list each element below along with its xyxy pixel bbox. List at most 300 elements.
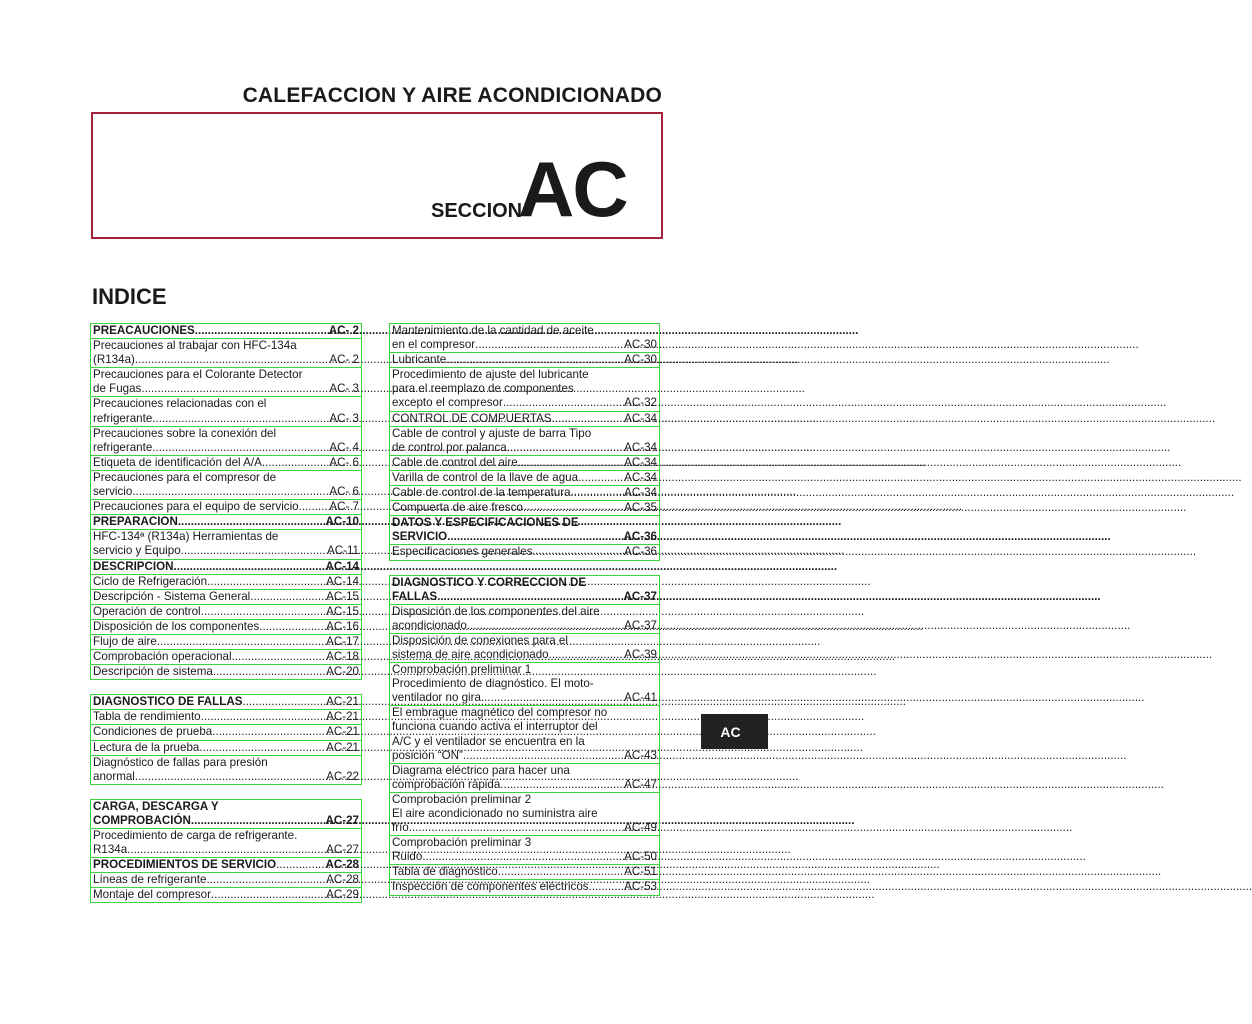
toc-entry[interactable]	[90, 455, 362, 471]
toc-entry-line	[93, 427, 359, 441]
toc-entry-text: Procedimiento de ajuste del lubricante	[392, 368, 589, 382]
toc-page-number: AC-30	[624, 353, 657, 367]
dot-leader	[299, 500, 326, 514]
toc-entry-line	[93, 515, 359, 529]
toc-page-number: AC-34	[624, 440, 657, 454]
toc-entry-text: servicio	[93, 485, 133, 499]
toc-entry[interactable]	[389, 367, 660, 411]
toc-entry[interactable]	[389, 835, 660, 865]
toc-entry-text: Ruido	[392, 850, 423, 864]
toc-entry-text: R134a	[93, 843, 128, 857]
toc-entry-line	[93, 324, 359, 338]
toc-entry[interactable]	[389, 633, 660, 663]
toc-entry-line	[93, 858, 359, 872]
dot-leader	[213, 665, 322, 679]
toc-entry-text: SERVICIO	[392, 530, 448, 544]
toc-entry[interactable]	[90, 338, 362, 368]
toc-entry[interactable]	[389, 455, 660, 471]
dot-leader	[201, 605, 322, 619]
toc-page-number: AC-39	[624, 647, 657, 661]
toc-page-number: AC-34	[624, 411, 657, 425]
toc-entry-text: de control por palanca	[392, 440, 507, 454]
toc-entry-line	[392, 880, 657, 894]
dot-leader	[206, 873, 322, 887]
toc-entry[interactable]	[389, 604, 660, 634]
toc-page-number: AC-15	[326, 589, 359, 603]
toc-entry-text: Procedimiento de carga de refrigerante.	[93, 829, 298, 842]
toc-entry-line	[392, 663, 657, 677]
toc-entry[interactable]	[90, 755, 362, 785]
toc-page-number: AC- 3	[329, 382, 359, 396]
toc-page-number: AC- 6	[329, 455, 359, 469]
dot-leader	[518, 456, 620, 470]
dot-leader	[152, 412, 325, 426]
toc-page-number: AC-53	[624, 880, 657, 894]
dot-leader	[132, 485, 325, 499]
toc-entry-text: Comprobación operacional	[93, 650, 232, 664]
toc-page-number: AC-41	[624, 691, 657, 705]
toc-entry[interactable]	[90, 529, 362, 559]
toc-entry[interactable]	[389, 352, 660, 368]
toc-entry-line	[392, 501, 657, 515]
toc-entry-line	[392, 735, 657, 749]
toc-entry-text: Comprobación preliminar 3	[392, 836, 532, 850]
toc-entry-text: Precauciones para el equipo de servicio	[93, 500, 299, 514]
toc-entry-line	[93, 695, 359, 709]
toc-entry-line	[392, 749, 657, 763]
toc-entry-line	[93, 620, 359, 634]
toc-entry-text: refrigerante	[93, 440, 153, 454]
toc-right-column	[389, 324, 660, 896]
toc-entry[interactable]	[90, 470, 362, 500]
toc-entry-line	[392, 691, 657, 705]
dot-leader	[446, 353, 620, 367]
toc-entry-line	[93, 741, 359, 755]
toc-entry[interactable]	[90, 740, 362, 756]
toc-entry-line	[392, 530, 657, 544]
toc-entry-text: para el reemplazo de componentes	[392, 382, 574, 396]
toc-page-number: AC-50	[624, 850, 657, 864]
dot-leader	[475, 338, 620, 352]
toc-entry-line	[392, 865, 657, 879]
toc-entry-text: Precauciones al trabajar con HFC-134a	[93, 339, 297, 353]
toc-entry-text: Descripción de sistema	[93, 665, 213, 679]
toc-entry[interactable]	[90, 574, 362, 590]
dot-leader	[211, 888, 322, 902]
dot-leader	[498, 865, 620, 879]
toc-entry-line	[392, 396, 657, 410]
toc-entry-line	[93, 560, 359, 574]
toc-entry-text: servicio y Equipo	[93, 544, 181, 558]
toc-entry-line	[93, 665, 359, 679]
toc-page-number: AC-51	[624, 865, 657, 879]
toc-entry-line	[392, 516, 657, 530]
toc-page-number: AC-14	[326, 574, 359, 588]
toc-entry-text: Precauciones relacionadas con el	[93, 397, 267, 411]
toc-entry-line	[392, 807, 657, 821]
toc-page-number: AC-21	[326, 725, 359, 739]
dot-leader	[481, 691, 620, 705]
section-title: CALEFACCION Y AIRE ACONDICIONADO	[242, 84, 662, 107]
toc-entry-text: comprobación rápida	[392, 777, 501, 791]
toc-entry-text: Especificaciones generales	[392, 545, 533, 559]
toc-entry-line	[392, 836, 657, 850]
toc-entry-line	[93, 397, 359, 411]
toc-entry[interactable]	[389, 485, 660, 501]
toc-page-number: AC-10	[325, 515, 359, 529]
toc-entry-text: Cable de control de la temperatura	[392, 486, 571, 500]
toc-entry-line	[93, 800, 359, 814]
toc-entry[interactable]	[90, 857, 362, 873]
dot-leader	[195, 324, 325, 338]
toc-entry-text: A/C y el ventilador se encuentra en la	[392, 734, 585, 748]
toc-page-number: AC- 2	[328, 324, 359, 337]
toc-entry[interactable]	[90, 559, 362, 575]
toc-page-number: AC-28	[326, 873, 359, 887]
toc-page-number: AC-36	[623, 530, 657, 544]
index-heading: INDICE	[92, 284, 167, 309]
toc-entry-line	[392, 605, 657, 619]
toc-page-number: AC-34	[624, 486, 657, 500]
toc-entry-line	[93, 710, 359, 724]
toc-entry-text: Precauciones para el Colorante Detector	[93, 368, 303, 382]
dot-leader	[174, 560, 322, 574]
toc-page-number: AC-22	[326, 769, 359, 783]
toc-page-number: AC-36	[624, 545, 657, 559]
dot-leader	[409, 821, 620, 835]
toc-entry-text: El aire acondicionado no suministra aire	[392, 807, 598, 820]
toc-entry-text: PROCEDIMIENTOS DE SERVICIO	[93, 858, 277, 872]
dot-leader	[552, 412, 621, 426]
toc-page-number: AC-27	[325, 813, 359, 827]
dot-leader	[259, 620, 322, 634]
toc-entry-line	[93, 441, 359, 455]
toc-entry-line	[93, 471, 359, 485]
toc-entry[interactable]	[90, 649, 362, 665]
toc-page-number: AC-37	[624, 618, 657, 632]
toc-entry-text: sistema de aire acondicionado	[392, 647, 549, 661]
toc-entry[interactable]	[389, 323, 660, 353]
toc-entry-line	[93, 544, 359, 558]
dot-leader	[571, 486, 621, 500]
toc-page-number: AC-35	[624, 501, 657, 515]
toc-entry-text: Montaje del compresor	[93, 888, 211, 902]
toc-page-number: AC-21	[326, 695, 359, 709]
toc-entry[interactable]	[90, 724, 362, 740]
toc-entry[interactable]	[90, 604, 362, 620]
toc-entry-text: PREACAUCIONES	[93, 324, 195, 337]
toc-entry-line	[392, 441, 657, 455]
toc-entry[interactable]	[90, 589, 362, 605]
dot-leader	[578, 471, 620, 485]
toc-page-number: AC- 3	[329, 411, 359, 425]
toc-entry-line	[392, 821, 657, 835]
toc-page-number: AC-17	[326, 634, 359, 648]
toc-entry-line	[93, 725, 359, 739]
toc-entry-text: Operación de control	[93, 604, 201, 618]
toc-entry-line	[93, 353, 359, 367]
toc-page-number: AC-34	[624, 470, 657, 484]
toc-entry-line	[392, 619, 657, 633]
dot-leader	[422, 850, 620, 864]
dot-leader	[447, 530, 619, 544]
toc-entry-line	[93, 456, 359, 470]
toc-page-number: AC-37	[623, 589, 657, 603]
dot-leader	[178, 515, 322, 529]
toc-entry-text: CARGA, DESCARGA Y	[93, 799, 219, 813]
toc-page-number: AC-21	[326, 740, 359, 754]
toc-entry[interactable]	[90, 619, 362, 635]
toc-entry-text: HFC-134ª (R134a) Herramientas de	[93, 530, 279, 544]
toc-entry-text: DATOS Y ESPECIFICACIONES DE	[392, 516, 579, 530]
toc-entry-text: El embrague magnético del compresor no	[392, 706, 608, 720]
toc-page-number: AC-16	[326, 619, 359, 633]
dot-leader	[437, 590, 619, 604]
toc-entry-text: Precauciones para el compresor de	[93, 470, 277, 484]
toc-page-number: AC-11	[326, 544, 359, 558]
toc-entry[interactable]	[90, 872, 362, 888]
toc-entry[interactable]	[389, 662, 660, 706]
dot-leader	[201, 710, 322, 724]
toc-entry-line	[392, 456, 657, 470]
dot-leader	[135, 770, 322, 784]
toc-entry[interactable]	[389, 411, 660, 427]
toc-page-number: AC- 6	[329, 485, 359, 499]
toc-entry-text: Compuerta de aire fresco	[392, 501, 523, 515]
toc-entry-line	[93, 575, 359, 589]
toc-entry-text: ventilador no gira	[392, 691, 481, 705]
toc-entry-text: Comprobación preliminar 2	[392, 792, 532, 806]
dot-leader	[589, 880, 621, 894]
toc-entry[interactable]	[90, 799, 362, 829]
toc-entry-text: Mantenimiento de la cantidad de aceite	[392, 324, 594, 337]
dot-leader	[262, 456, 325, 470]
toc-entry[interactable]	[90, 887, 362, 903]
toc-entry[interactable]	[90, 499, 362, 515]
toc-entry[interactable]	[389, 864, 660, 880]
toc-entry-text: Tabla de rendimiento	[93, 710, 201, 724]
toc-entry-line	[392, 706, 657, 720]
toc-entry-line	[392, 486, 657, 500]
toc-entry-text: Comprobación preliminar 1	[392, 663, 532, 677]
toc-entry-line	[93, 590, 359, 604]
toc-entry-line	[392, 324, 657, 338]
toc-entry-text: Descripción - Sistema General	[93, 589, 251, 603]
toc-entry-line	[392, 412, 657, 426]
toc-entry-line	[392, 427, 657, 441]
toc-entry[interactable]	[389, 575, 660, 605]
dot-leader	[232, 650, 323, 664]
toc-entry-line	[93, 770, 359, 784]
dot-leader	[276, 858, 321, 872]
toc-entry-text: Lubricante	[392, 353, 447, 367]
toc-entry-text: Diagnóstico de fallas para presión	[93, 755, 268, 769]
toc-entry[interactable]	[389, 705, 660, 763]
toc-page-number: AC-29	[326, 888, 359, 902]
toc-entry-text: Cable de control y ajuste de barra Tipo	[392, 426, 592, 440]
toc-entry[interactable]	[389, 879, 660, 895]
dot-leader	[500, 778, 620, 792]
toc-entry[interactable]	[90, 323, 362, 339]
toc-entry-text: excepto el compresor	[392, 396, 503, 410]
toc-entry-text: DIAGNOSTICO Y CORRECCION DE	[392, 575, 587, 589]
toc-entry-text: funciona cuando activa el interruptor del	[392, 720, 598, 734]
toc-entry-line	[93, 530, 359, 544]
toc-entry-text: Varilla de control de la llave de agua	[392, 470, 579, 484]
dot-leader	[507, 441, 620, 455]
toc-entry[interactable]	[90, 634, 362, 650]
toc-entry-text: DIAGNOSTICO DE FALLAS	[93, 695, 243, 709]
toc-entry-text: Inspección de componentes eléctricos	[392, 880, 589, 894]
toc-entry-text: Condiciones de prueba	[93, 725, 213, 739]
toc-entry-text: CONTROL DE COMPUERTAS	[392, 411, 552, 425]
toc-entry-text: en el compresor	[392, 338, 476, 352]
toc-entry-line	[93, 829, 359, 843]
toc-entry-line	[93, 500, 359, 514]
section-title-box	[91, 112, 663, 239]
toc-entry[interactable]	[389, 515, 660, 545]
toc-entry-text: Líneas de refrigerante	[93, 873, 207, 887]
toc-entry[interactable]	[90, 828, 362, 858]
toc-entry-text: COMPROBACIÓN	[93, 813, 191, 827]
dot-leader	[549, 648, 621, 662]
toc-entry-line	[392, 382, 657, 396]
dot-leader	[135, 353, 325, 367]
toc-left-column	[90, 324, 362, 903]
toc-entry-line	[392, 338, 657, 352]
toc-entry-text: refrigerante	[93, 411, 153, 425]
toc-page-number: AC-15	[326, 604, 359, 618]
toc-page-number: AC-43	[624, 748, 657, 762]
toc-entry-text: Cable de control del aire	[392, 455, 518, 469]
toc-entry-line	[392, 353, 657, 367]
dot-leader	[157, 635, 322, 649]
toc-entry[interactable]	[389, 426, 660, 456]
dot-leader	[199, 741, 322, 755]
toc-page-number: AC-18	[326, 650, 359, 664]
toc-page-number: AC-28	[325, 858, 359, 872]
toc-entry[interactable]	[389, 470, 660, 486]
toc-entry-text: DESCRIPCION	[93, 559, 174, 573]
toc-entry-text: Etiqueta de identificación del A/A	[93, 455, 262, 469]
toc-entry[interactable]	[90, 367, 362, 397]
toc-entry-line	[392, 764, 657, 778]
toc-entry-text: Diagrama eléctrico para hacer una	[392, 763, 570, 777]
toc-entry[interactable]	[90, 664, 362, 680]
toc-page-number: AC-32	[624, 396, 657, 410]
dot-leader	[250, 590, 322, 604]
toc-entry-text: FALLAS	[392, 589, 438, 603]
toc-entry-line	[93, 814, 359, 828]
toc-entry[interactable]	[90, 709, 362, 725]
dot-leader	[242, 695, 322, 709]
dot-leader	[212, 725, 322, 739]
toc-entry-line	[392, 545, 657, 559]
dot-leader	[463, 749, 620, 763]
toc-entry-line	[392, 720, 657, 734]
toc-page-number: AC-20	[326, 665, 359, 679]
toc-page-number: AC-30	[624, 338, 657, 352]
toc-entry-text: posición “ON”	[392, 748, 463, 762]
toc-entry-text: frío	[392, 821, 409, 835]
toc-entry-text: Ciclo de Refrigeración	[93, 574, 208, 588]
toc-entry-text: Disposición de los componentes	[93, 619, 260, 633]
toc-page-number: AC- 7	[329, 500, 359, 514]
dot-leader	[523, 501, 620, 515]
dot-leader	[141, 382, 325, 396]
toc-entry-line	[93, 485, 359, 499]
toc-entry-line	[93, 843, 359, 857]
toc-entry-text: acondicionado	[392, 618, 467, 632]
toc-entry-line	[93, 888, 359, 902]
toc-entry-line	[93, 635, 359, 649]
toc-entry[interactable]	[389, 792, 660, 836]
toc-entry-line	[93, 756, 359, 770]
toc-entry-line	[392, 648, 657, 662]
toc-page-number: AC-34	[624, 455, 657, 469]
toc-entry[interactable]	[90, 426, 362, 456]
toc-entry-text: anormal	[93, 769, 135, 783]
toc-entry-text: Disposición de conexiones para el	[392, 633, 568, 647]
toc-entry-text: de Fugas	[93, 382, 142, 396]
toc-page-number: AC-27	[326, 843, 359, 857]
seccion-label: SECCION	[431, 200, 523, 222]
toc-entry-line	[392, 850, 657, 864]
toc-entry-line	[392, 368, 657, 382]
toc-entry[interactable]	[90, 694, 362, 710]
toc-entry-line	[93, 650, 359, 664]
toc-page-number: AC-47	[624, 777, 657, 791]
toc-entry-line	[392, 634, 657, 648]
toc-entry-line	[392, 576, 657, 590]
toc-entry-line	[93, 339, 359, 353]
toc-entry[interactable]	[90, 396, 362, 426]
toc-entry-text: Flujo de aire	[93, 634, 157, 648]
toc-entry-line	[392, 471, 657, 485]
seccion-code: AC	[518, 145, 627, 233]
toc-entry[interactable]	[389, 544, 660, 560]
toc-page-number: AC-49	[624, 821, 657, 835]
toc-entry-line	[93, 605, 359, 619]
toc-entry-line	[93, 873, 359, 887]
section-side-tab[interactable]: AC	[701, 714, 768, 749]
toc-entry-line	[93, 368, 359, 382]
toc-entry[interactable]	[389, 500, 660, 516]
dot-leader	[533, 545, 621, 559]
toc-entry-line	[93, 412, 359, 426]
toc-entry-text: PREPARACION	[93, 515, 178, 529]
toc-entry-text: Procedimiento de diagnóstico. El moto-	[392, 677, 594, 691]
toc-entry-line	[93, 382, 359, 396]
toc-entry-line	[392, 793, 657, 807]
toc-entry-text: Tabla de diagnóstico	[392, 865, 498, 879]
dot-leader	[207, 575, 322, 589]
toc-entry-line	[392, 677, 657, 691]
toc-entry-text: (R134a)	[93, 353, 135, 367]
toc-entry[interactable]	[90, 514, 362, 530]
toc-page-number: AC- 2	[329, 353, 359, 367]
toc-entry[interactable]	[389, 763, 660, 793]
toc-entry-text: Disposición de los componentes del aire	[392, 604, 600, 618]
toc-page-number: AC-14	[325, 559, 359, 573]
toc-entry-text: Lectura de la prueba	[93, 740, 200, 754]
dot-leader	[503, 396, 620, 410]
toc-page-number: AC- 4	[329, 440, 359, 454]
dot-leader	[467, 619, 620, 633]
dot-leader	[127, 843, 322, 857]
toc-entry-text: Precauciones sobre la conexión del	[93, 426, 277, 440]
dot-leader	[181, 544, 323, 558]
